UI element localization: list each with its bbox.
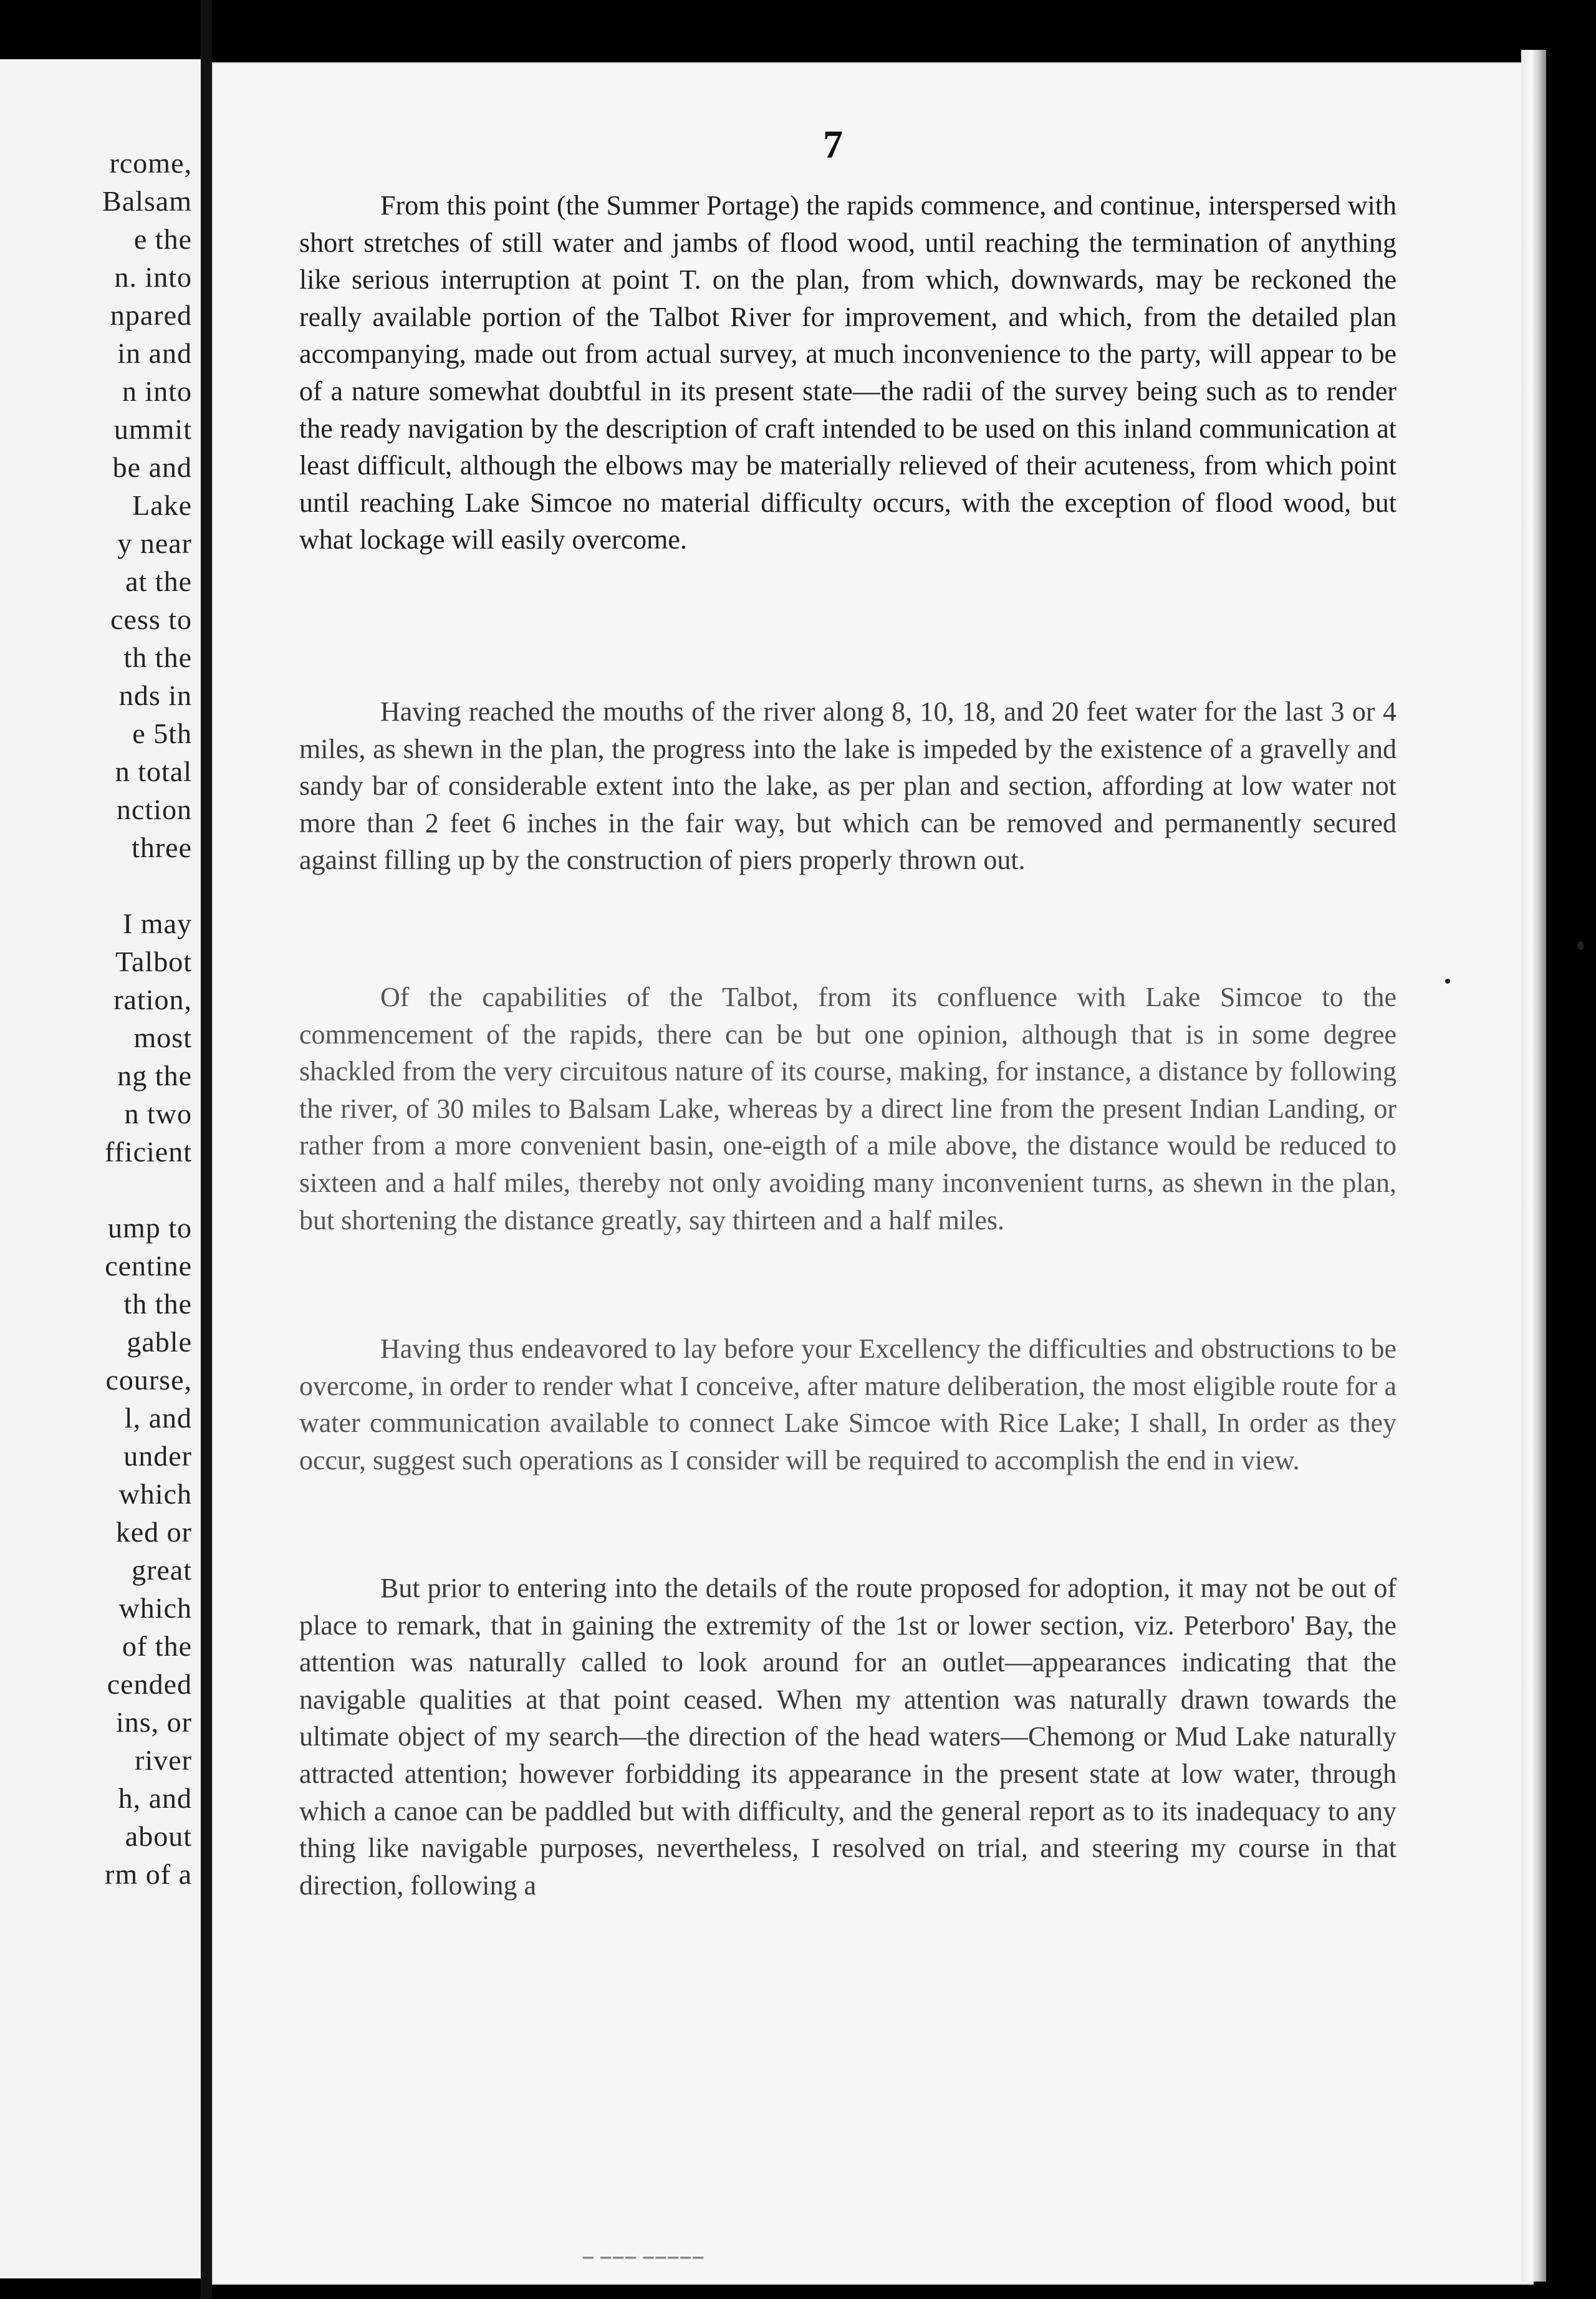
left-page-line: fficient <box>105 1136 192 1168</box>
left-page-line: of the <box>122 1630 192 1662</box>
left-page-line: Talbot <box>115 946 192 977</box>
left-page-line: ummit <box>113 413 192 445</box>
ink-speck <box>1445 979 1450 984</box>
left-page-line: nds in <box>118 679 192 711</box>
left-page-line: y near <box>117 527 192 559</box>
left-page-line: three <box>132 832 192 863</box>
left-page-line: ins, or <box>116 1706 192 1738</box>
left-page-line: ng the <box>117 1060 192 1092</box>
left-page-line: npared <box>110 299 192 331</box>
left-page-line: be and <box>112 451 192 483</box>
left-page-line: nction <box>117 794 192 825</box>
left-page-line: in and <box>117 337 192 369</box>
left-page-line: rm of a <box>105 1858 192 1890</box>
left-page-line: about <box>125 1820 192 1852</box>
left-page-line: rcome, <box>109 147 192 179</box>
page-number: 7 <box>823 122 843 166</box>
left-page-line: th the <box>123 1288 192 1320</box>
paragraph-5: But prior to entering into the details of the route proposed for adoption, it may not be out of place to remark, that in gaining the extremity of the 1st or lower section, viz. Peterboro' Bay, the attention was naturally called to look around for an outlet—appearances indicating that the navigable qualities at that point ceased. When my attention was naturally drawn towards the ultimate object of my search—the direction of the head waters—Chemong or Mud Lake naturally attracted attention; however forbidding its appearance in the present state at low water, through which a canoe can be paddled but with difficulty, and the general report as to its inadequacy to any thing like navigable purposes, nevertheless, I resolved on trial, and steering my course in that direction, following a <box>299 1573 1396 1901</box>
paragraph-3: Of the capabilities of the Talbot, from its confluence with Lake Simcoe to the commencement of the rapids, there can be but one opinion, although that is in some degree shackled from the very circuitous nature of its course, making, for instance, a distance by following the river, of 30 miles to Balsam Lake, whereas by a direct line from the present Indian Landing, or rather from a more convenient basin, one-eigth of a mile above, the distance would be reduced to sixteen and a half miles, thereby not only avoiding many inconvenient turns, as shewn in the plan, but shortening the distance greatly, say thirteen and a half miles. <box>299 982 1396 1236</box>
left-page-line: l, and <box>124 1402 192 1434</box>
left-page-line: th the <box>123 641 192 673</box>
left-page-line: n total <box>115 756 192 787</box>
paragraph-2: Having reached the mouths of the river along 8, 10, 18, and 20 feet water for the last 3 or 4 miles, as shewn in the plan, the progress into the lake is impeded by the existence of a gravelly and sandy bar of considerable extent into the lake, as per plan and section, affording at low water not more than 2 feet 6 inches in the fair way, but which can be removed and permanently secured against filling up by the construction of piers properly thrown out. <box>299 696 1396 876</box>
left-page-line: most <box>133 1022 192 1054</box>
left-page-line: ked or <box>115 1516 192 1548</box>
left-page-line: Lake <box>132 489 192 521</box>
left-page-line: cended <box>107 1668 192 1700</box>
left-page-line: which <box>118 1592 192 1624</box>
left-page-line: Balsam <box>102 185 192 217</box>
left-page-line: gable <box>127 1326 192 1358</box>
left-page-line: at the <box>125 565 192 597</box>
ink-speck <box>1577 941 1584 950</box>
page-edge <box>1521 50 1546 2282</box>
left-page-line: n two <box>124 1098 192 1130</box>
left-page-line: great <box>132 1554 192 1586</box>
left-page-line: h, and <box>118 1782 192 1814</box>
left-page-line: course, <box>105 1364 192 1396</box>
left-page-line: centine <box>105 1250 192 1282</box>
left-page-line: river <box>135 1744 192 1776</box>
left-page-line: e the <box>133 223 192 255</box>
left-page-line: I may <box>122 908 192 939</box>
left-page-line: ump to <box>107 1212 192 1244</box>
paragraph-4: Having thus endeavored to lay before your Excellency the difficulties and obstructions to be overcome, in order to render what I conceive, after mature deliberation, the most eligible route for a water communication available to connect Lake Simcoe with Rice Lake; I shall, In order as they occur, suggest such operations as I consider will be required to accomplish the end in view. <box>299 1333 1396 1476</box>
left-page-line: n into <box>122 375 192 407</box>
left-page-line: ration, <box>113 984 192 1015</box>
book-gutter <box>201 0 212 2299</box>
left-page-line: which <box>118 1478 192 1510</box>
left-page-line: under <box>123 1440 192 1472</box>
left-page-line: e 5th <box>132 718 192 749</box>
paragraph-1: From this point (the Summer Portage) the rapids commence, and continue, interspersed with short stretches of still water and jambs of flood wood, until reaching the termination of anything like serious interruption at point T. on the plan, from which, downwards, may be reckoned the really available portion of the Talbot River for improvement, and which, from the detailed plan accompanying, made out from actual survey, at much inconvenience to the party, will appear to be of a nature somewhat doubtful in its present state—the radii of the survey being such as to render the ready navigation by the description of craft intended to be used on this inland communication at least difficult, although the elbows may be materially relieved of their acuteness, from which point until reaching Lake Simcoe no material difficulty occurs, with the exception of flood wood, but what lockage will easily overcome. <box>299 190 1396 555</box>
left-facing-page <box>0 59 201 2278</box>
page-footer-smudge: ▁ ▁▁▁ ▁▁▁▁▁ <box>583 2243 706 2258</box>
left-page-line: n. into <box>114 261 192 293</box>
left-page-line: cess to <box>110 603 192 635</box>
